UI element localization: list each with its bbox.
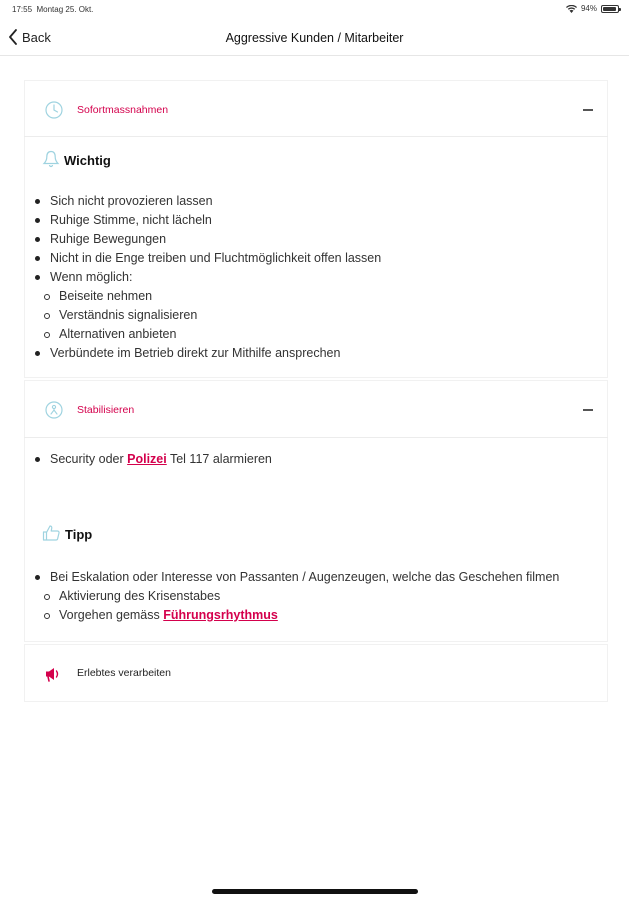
collapse-icon[interactable] — [583, 409, 593, 411]
bell-icon — [42, 150, 60, 168]
list-item: Verbündete im Betrieb direkt zur Mithilfe ansprechen — [32, 344, 381, 363]
person-icon — [45, 401, 63, 419]
wichtig-label: Wichtig — [64, 153, 111, 168]
list-subitem: Alternativen anbieten — [32, 325, 381, 344]
list-item: Sich nicht provozieren lassen — [32, 192, 381, 211]
status-bar — [0, 0, 629, 20]
sofortmassnahmen-list — [32, 192, 381, 363]
list-subitem: Verständnis signalisieren — [32, 306, 381, 325]
page-title: Aggressive Kunden / Mitarbeiter — [225, 31, 404, 45]
section-title: Erlebtes verarbeiten — [77, 667, 171, 679]
thumbs-up-icon — [42, 524, 61, 542]
collapse-icon[interactable] — [583, 109, 593, 111]
battery-fill — [603, 7, 616, 11]
list-item: Ruhige Stimme, nicht lächeln — [32, 211, 381, 230]
list-subitem: Vorgehen gemäss Führungsrhythmus — [32, 606, 559, 625]
section-header-erlebtes[interactable] — [25, 645, 607, 702]
list-item: Bei Eskalation oder Interesse von Passanten / Augenzeugen, welche das Geschehen filmen — [32, 568, 559, 587]
section-title: Stabilisieren — [77, 404, 135, 416]
home-indicator[interactable] — [212, 889, 418, 894]
section-header-sofortmassnahmen[interactable] — [25, 81, 607, 138]
stabilisieren-list — [32, 450, 272, 469]
divider — [24, 437, 608, 438]
status-time: 17:55 Montag 25. Okt. — [12, 5, 94, 14]
clock-icon — [45, 101, 63, 119]
fuehrungsrhythmus-link[interactable]: Führungsrhythmus — [163, 608, 278, 622]
navigation-bar — [0, 20, 629, 56]
back-label: Back — [22, 29, 51, 45]
megaphone-icon — [44, 665, 62, 683]
list-item: Nicht in die Enge treiben und Fluchtmöglichkeit offen lassen — [32, 249, 381, 268]
battery-percent: 94% — [580, 4, 597, 13]
tipp-label: Tipp — [65, 527, 93, 542]
tipp-heading — [42, 524, 92, 542]
list-subitem: Beiseite nehmen — [32, 287, 381, 306]
list-item: Ruhige Bewegungen — [32, 230, 381, 249]
section-title: Sofortmassnahmen — [77, 104, 169, 116]
list-subitem: Aktivierung des Krisenstabes — [32, 587, 559, 606]
tipp-list — [32, 568, 559, 625]
list-item: Wenn möglich: — [32, 268, 381, 287]
section-header-stabilisieren[interactable] — [25, 381, 607, 438]
list-item: Security oder Polizei Tel 117 alarmieren — [32, 450, 272, 469]
status-right — [566, 4, 619, 13]
wifi-icon — [566, 5, 577, 13]
wichtig-heading — [42, 150, 111, 168]
polizei-link[interactable]: Polizei — [127, 452, 167, 466]
section-erlebtes-verarbeiten[interactable] — [24, 644, 608, 702]
battery-icon — [601, 5, 619, 13]
divider — [24, 136, 608, 137]
